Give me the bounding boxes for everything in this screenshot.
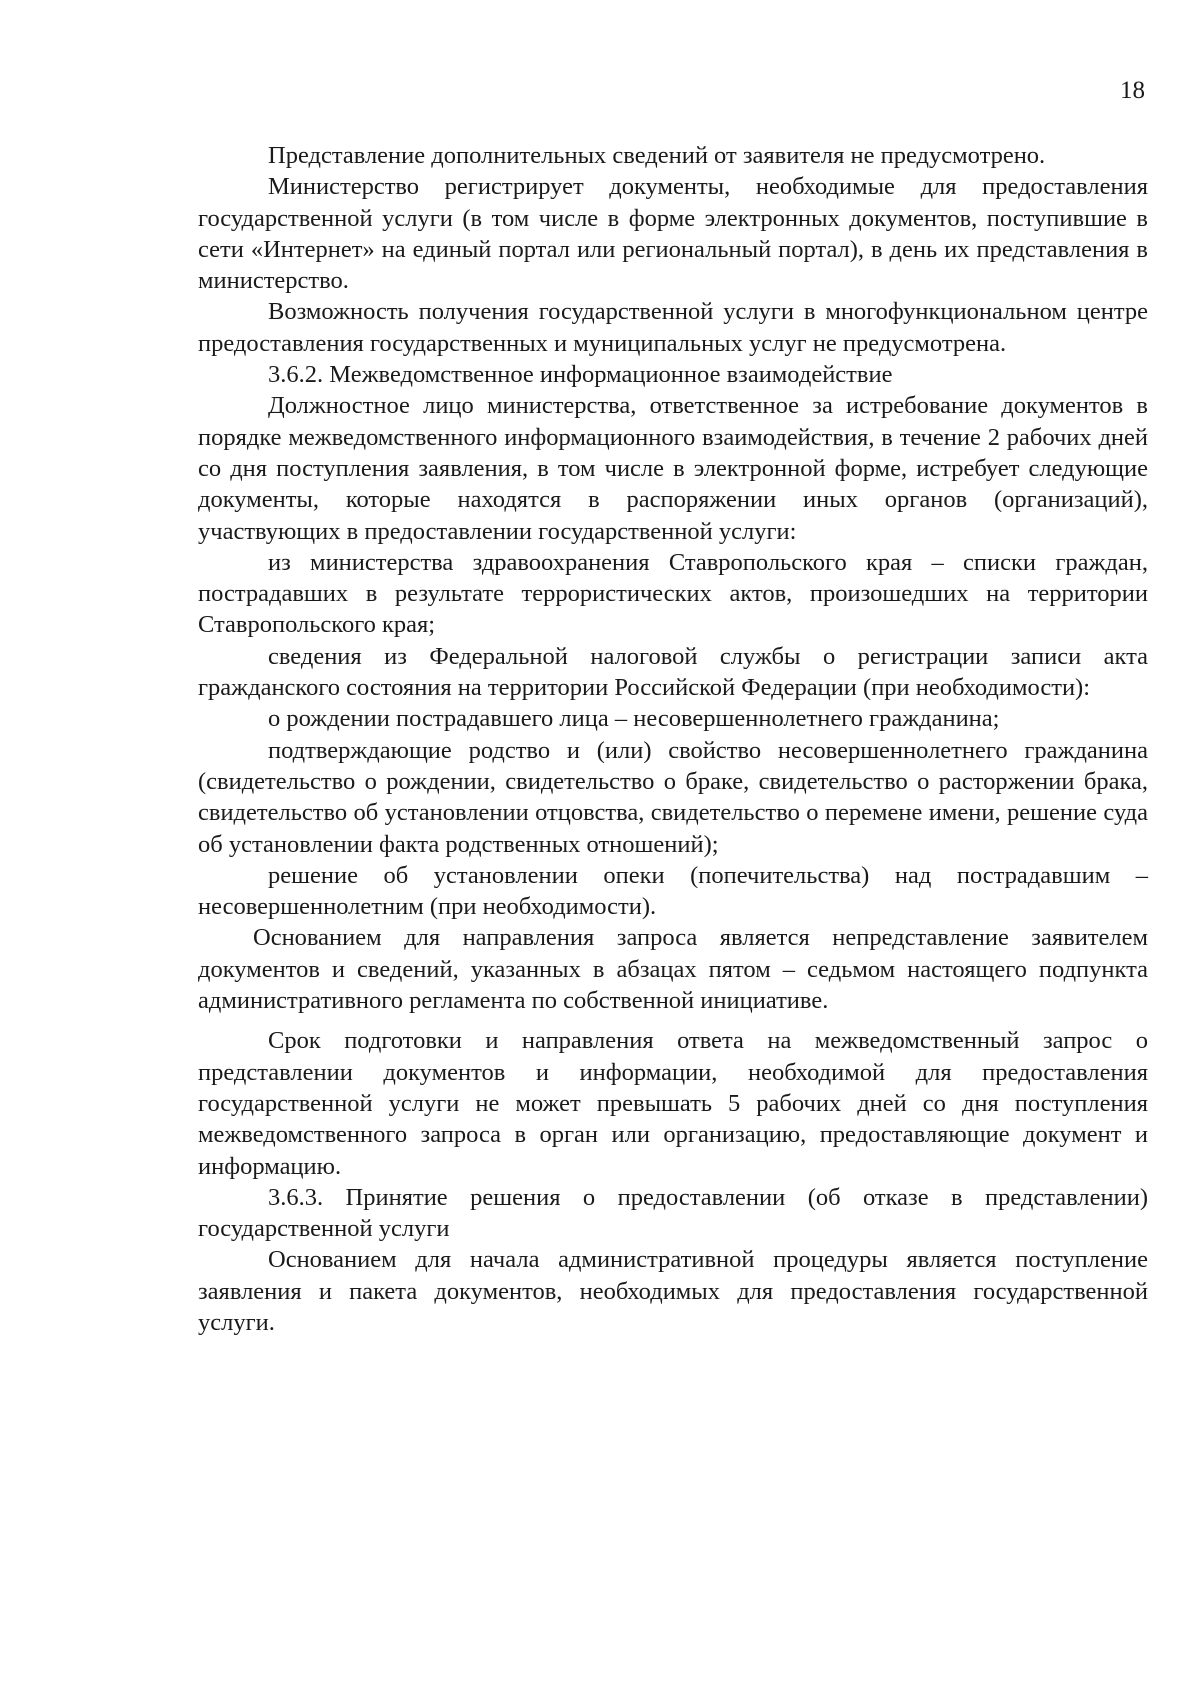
paragraph-tax-service: сведения из Федеральной налоговой службы о регистрации записи акта гражданского состояния на территории Российской Федерации (при необходимости): <box>198 642 1148 702</box>
page-number: 18 <box>1120 77 1145 104</box>
paragraph-official-request: Должностное лицо министерства, ответственное за истребование документов в порядке межведомственного информационного взаимодействия, в течение 2 рабочих дней со дня поступления заявления, в том числе в электронной форме, истребует следующие документы, которые находятся в распоряжении иных органов (организаций), участвующих в предоставлении государственной услуги: <box>198 392 1148 545</box>
paragraph-guardianship: решение об установлении опеки (попечительства) над пострадавшим – несовершеннолетним (при необходимости). <box>198 861 1148 921</box>
paragraph-health-ministry: из министерства здравоохранения Ставропольского края – списки граждан, пострадавших в результате террористических актов, произошедших на территории Ставропольского края; <box>198 548 1148 639</box>
paragraph-response-deadline: Срок подготовки и направления ответа на межведомственный запрос о представлении документов и информации, необходимой для предоставления государственной услуги не может превышать 5 рабочих дней со дня поступления межведомственного запроса в орган или организацию, предоставляющие документ и информацию. <box>198 1027 1148 1180</box>
paragraph-birth: о рождении пострадавшего лица – несовершеннолетнего гражданина; <box>268 705 1000 733</box>
document-body <box>198 140 1148 1338</box>
paragraph-mfc: Возможность получения государственной услуги в многофункциональном центре предоставления государственных и муниципальных услуг не предусмотрена. <box>198 298 1148 357</box>
section-heading-3-6-2: 3.6.2. Межведомственное информационное взаимодействие <box>268 361 893 389</box>
section-heading-3-6-3: 3.6.3. Принятие решения о предоставлении (об отказе в представлении) государственной услуги <box>198 1183 1148 1243</box>
paragraph-additional-info: Представление дополнительных сведений от заявителя не предусмотрено. <box>268 142 1046 169</box>
paragraph-procedure-basis: Основанием для начала административной процедуры является поступление заявления и пакета документов, необходимых для предоставления государственной услуги. <box>198 1246 1148 1336</box>
paragraph-request-basis: Основанием для направления запроса является непредставление заявителем документов и сведений, указанных в абзацах пятом – седьмом настоящего подпункта административного регламента по собственной инициативе. <box>198 924 1148 1015</box>
paragraph-registration: Министерство регистрирует документы, необходимые для предоставления государственной услуги (в том числе в форме электронных документов, поступившие в сети «Интернет» на единый портал или региональный портал), в день их представления в министерство. <box>198 173 1148 295</box>
paragraph-kinship: подтверждающие родство и (или) свойство несовершеннолетнего гражданина (свидетельство о рождении, свидетельство о браке, свидетельство о расторжении брака, свидетельство об установлении отцовства, свидетельство о перемене имени, решение суда об установлении факта родственных отношений); <box>198 736 1148 858</box>
